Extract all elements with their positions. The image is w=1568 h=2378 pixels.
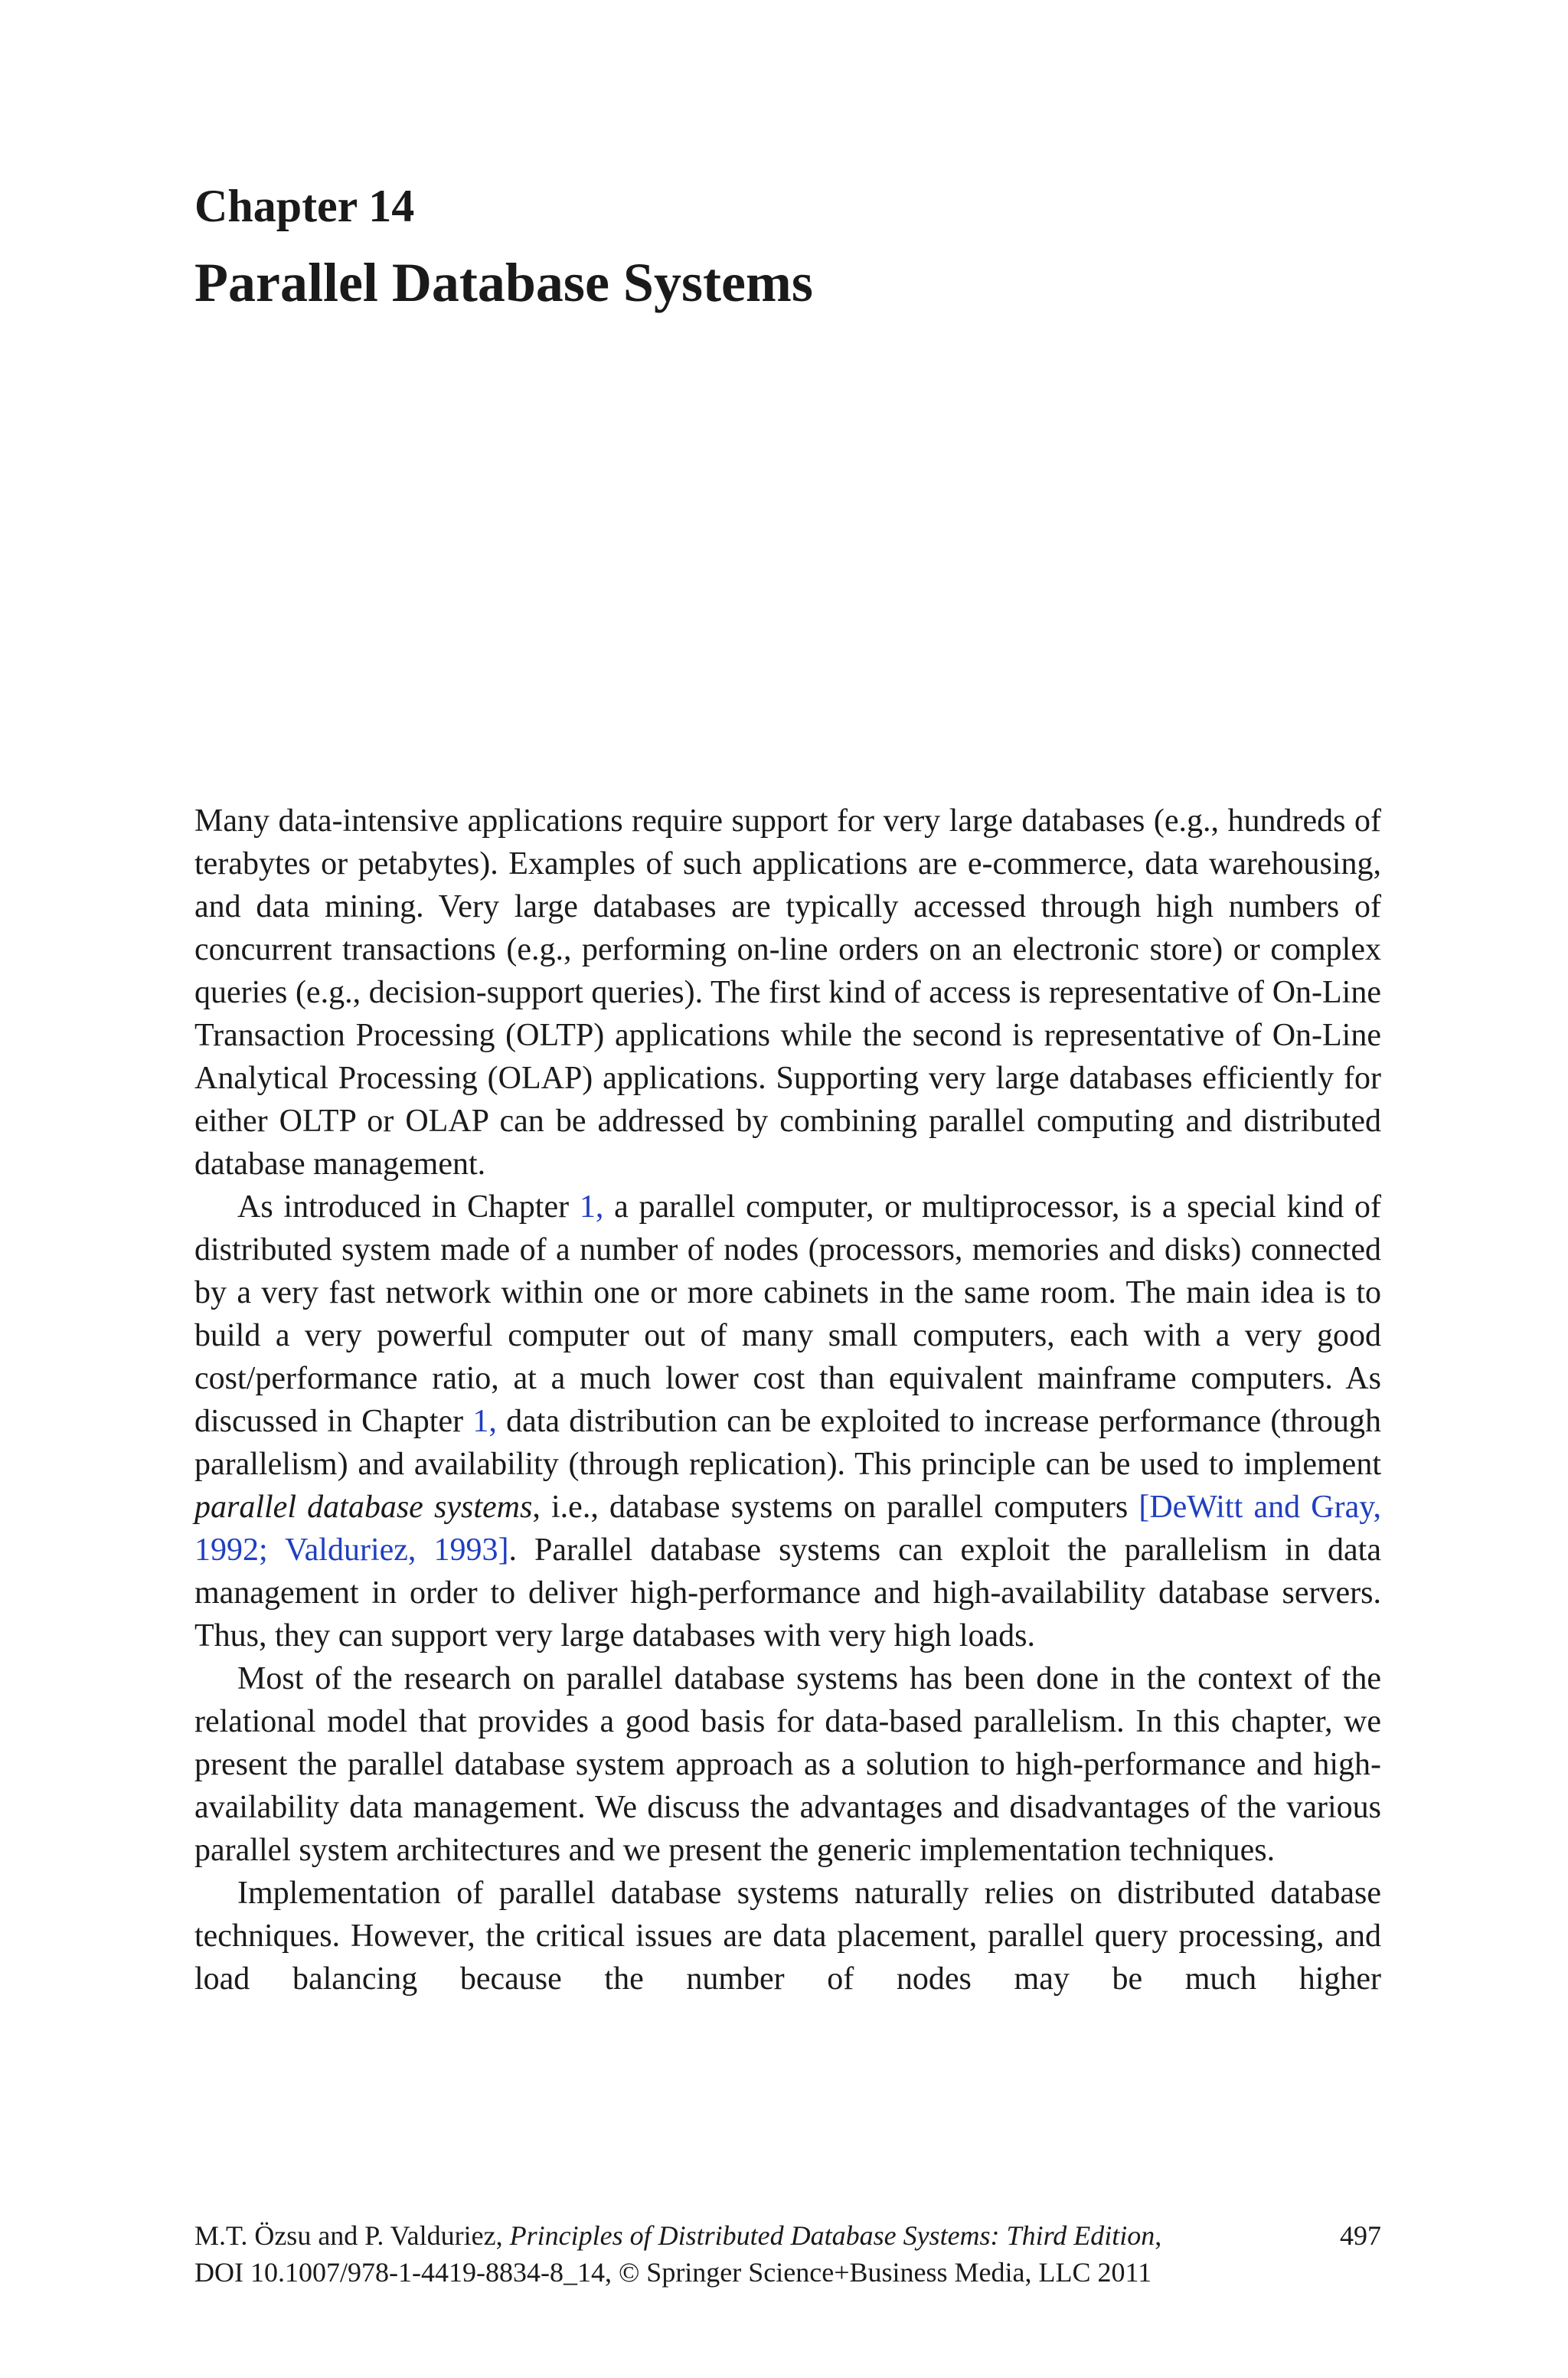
- chapter-body: [194, 800, 1381, 2000]
- paragraph-2-text: a parallel computer, or multiprocessor, is a special kind of distributed system made of a number of nodes (processors, memories and disks) connected by a very fast network within one or more cabinets in the same room. The main idea is to build a very powerful computer out of many small computers, each with a very good cost/performance ratio, at a much lower cost than equivalent mainframe computers. As discussed in Chapter: [194, 1189, 1381, 1439]
- footer-book-title: Principles of Distributed Database Systems: Third Edition: [509, 2220, 1155, 2251]
- paragraph-2-text: As introduced in Chapter: [237, 1189, 580, 1225]
- chapter-1-link[interactable]: 1,: [579, 1189, 604, 1225]
- paragraph-4: Implementation of parallel database systems naturally relies on distributed database techniques. However, the critical issues are data placement, parallel query processing, and load balancing because the number of nodes may be much higher: [194, 1876, 1381, 1997]
- footer-citation: [194, 2217, 1381, 2254]
- footer-doi: DOI 10.1007/978-1-4419-8834-8_14, © Springer Science+Business Media, LLC 2011: [194, 2257, 1152, 2288]
- emphasized-term: parallel database systems: [194, 1490, 533, 1525]
- paragraph-2-text: . Parallel database systems can exploit the parallelism in data management in order to deliver high-performance and high-availability database servers. Thus, they can support very large databases with very high loads.: [194, 1532, 1381, 1653]
- paragraph-2-text: , i.e., database systems on parallel computers: [532, 1490, 1139, 1525]
- paragraph-3: Most of the research on parallel database systems has been done in the context of the relational model that provides a good basis for data-based parallelism. In this chapter, we present the parallel database system approach as a solution to high-performance and high-availability data management. We discuss the advantages and disadvantages of the various parallel system architectures and we present the generic implementation techniques.: [194, 1661, 1381, 1868]
- chapter-title: Parallel Database Systems: [194, 252, 813, 313]
- chapter-1-link[interactable]: 1,: [472, 1404, 497, 1439]
- paragraph-2-text: data distribution can be exploited to increase performance (through parallelism) and availability (through replication). This principle can be used to implement: [194, 1404, 1381, 1482]
- footer-authors: M.T. Özsu and P. Valduriez,: [194, 2220, 510, 2251]
- chapter-label: Chapter 14: [194, 181, 415, 231]
- footer-punctuation: ,: [1155, 2220, 1162, 2251]
- paragraph-2: [194, 1186, 1381, 1657]
- paragraph-1: Many data-intensive applications require support for very large databases (e.g., hundreds of terabytes or petabytes). Examples of such applications are e-commerce, data warehousing, and data mining. Very large databases are typically accessed through high numbers of concurrent transactions (e.g., performing on-line orders on an electronic store) or complex queries (e.g., decision-support queries). The first kind of access is representative of On-Line Transaction Processing (OLTP) applications while the second is representative of On-Line Analytical Processing (OLAP) applications. Supporting very large databases efficiently for either OLTP or OLAP can be addressed by combining parallel computing and distributed database management.: [194, 803, 1381, 1182]
- citation-link[interactable]: [DeWitt and Gray, 1992; Valduriez, 1993]: [194, 1490, 1381, 1568]
- page-number: 497: [1340, 2220, 1381, 2251]
- page-footer: [194, 2217, 1381, 2291]
